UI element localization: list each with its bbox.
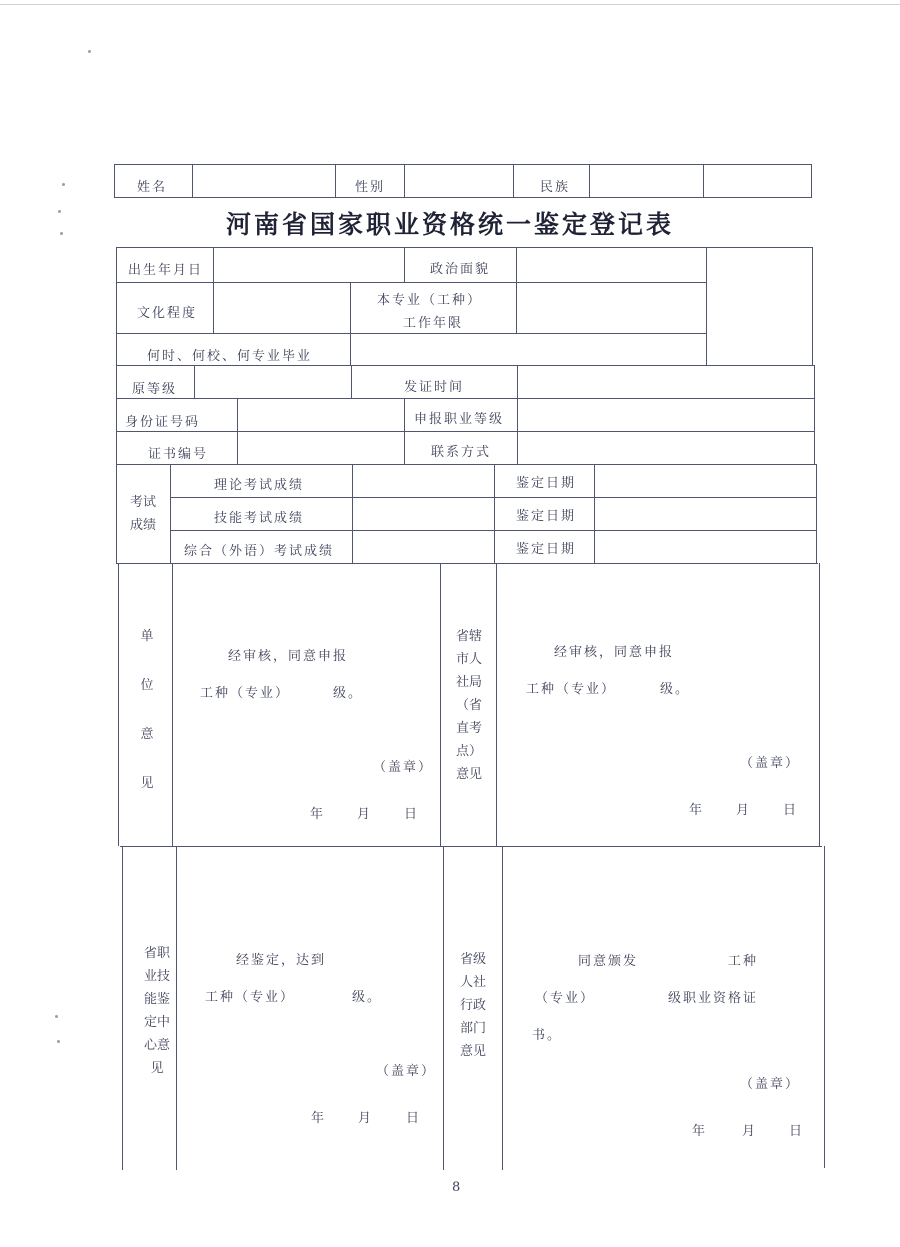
unit-date-year: 年 — [310, 807, 326, 822]
unit-date-month: 月 — [357, 807, 373, 822]
skill-date-label: 鉴定日期 — [516, 509, 577, 524]
city-date-day: 日 — [783, 803, 799, 818]
scan-speck — [55, 1015, 58, 1018]
comprehensive-score-label: 综合（外语）考试成绩 — [184, 544, 335, 559]
political-status-label: 政治面貌 — [430, 262, 491, 277]
city-date-year: 年 — [689, 803, 705, 818]
unit-date-day: 日 — [404, 807, 420, 822]
gender-label: 性别 — [355, 180, 386, 195]
center-date-year: 年 — [311, 1111, 327, 1126]
city-opinion-line2-b: 级。 — [660, 682, 691, 697]
dept-seal-label: （盖章） — [740, 1077, 801, 1092]
dept-date-year: 年 — [692, 1124, 708, 1139]
city-opinion-line1: 经审核，同意申报 — [554, 645, 675, 660]
city-seal-label: （盖章） — [740, 756, 801, 771]
theory-date-label: 鉴定日期 — [516, 476, 577, 491]
graduation-label: 何时、何校、何专业毕业 — [147, 349, 313, 364]
form-title: 河南省国家职业资格统一鉴定登记表 — [225, 210, 674, 239]
exam-scores-label: 考试成绩 — [129, 495, 156, 533]
theory-score-label: 理论考试成绩 — [214, 478, 305, 493]
unit-opinion-line2-a: 工种（专业） — [200, 686, 291, 701]
center-seal-label: （盖章） — [376, 1064, 437, 1079]
birth-date-label: 出生年月日 — [128, 263, 204, 278]
center-opinion-line2-b: 级。 — [352, 990, 383, 1005]
unit-opinion-line1: 经审核，同意申报 — [228, 649, 349, 664]
unit-seal-label: （盖章） — [373, 760, 434, 775]
city-bureau-opinion-label: 省辖市人社局（省直考点）意见 — [455, 629, 482, 782]
center-opinion-line1: 经鉴定，达到 — [236, 953, 327, 968]
original-level-label: 原等级 — [132, 382, 178, 397]
page-number: 8 — [452, 1180, 461, 1195]
cert-number-label: 证书编号 — [148, 447, 209, 462]
dept-opinion-line2-a: （专业） — [535, 991, 596, 1006]
dept-opinion-line1-b: 工种 — [728, 954, 759, 969]
unit-opinion-label: 单位意见 — [140, 629, 154, 791]
scan-edge — [0, 4, 900, 5]
scan-speck — [88, 50, 91, 53]
dept-opinion-line3: 书。 — [532, 1028, 563, 1043]
center-date-month: 月 — [358, 1111, 374, 1126]
dept-date-month: 月 — [742, 1124, 758, 1139]
center-date-day: 日 — [406, 1111, 422, 1126]
dept-date-day: 日 — [789, 1124, 805, 1139]
center-opinion-line2-a: 工种（专业） — [205, 990, 296, 1005]
dept-opinion-label: 省级人社行政部门意见 — [459, 952, 486, 1059]
work-years-label-line2: 工作年限 — [403, 316, 464, 331]
contact-label: 联系方式 — [431, 445, 492, 460]
city-opinion-line2-a: 工种（专业） — [526, 682, 617, 697]
comprehensive-date-label: 鉴定日期 — [516, 542, 577, 557]
cert-issue-time-label: 发证时间 — [404, 380, 465, 395]
dept-opinion-line1-a: 同意颁发 — [578, 954, 639, 969]
skill-score-label: 技能考试成绩 — [214, 511, 305, 526]
appraisal-center-opinion-label: 省职业技能鉴定中心意见 — [143, 946, 170, 1076]
ethnicity-label: 民族 — [540, 180, 571, 195]
id-number-label: 身份证号码 — [125, 415, 201, 430]
scan-speck — [62, 183, 65, 186]
city-date-month: 月 — [736, 803, 752, 818]
education-label: 文化程度 — [137, 306, 198, 321]
dept-opinion-line2-b: 级职业资格证 — [668, 991, 759, 1006]
scan-speck — [57, 1040, 60, 1043]
apply-level-label: 申报职业等级 — [414, 412, 505, 427]
unit-opinion-line2-b: 级。 — [333, 686, 364, 701]
name-label: 姓名 — [137, 180, 168, 195]
work-years-label-line1: 本专业（工种） — [377, 293, 483, 308]
